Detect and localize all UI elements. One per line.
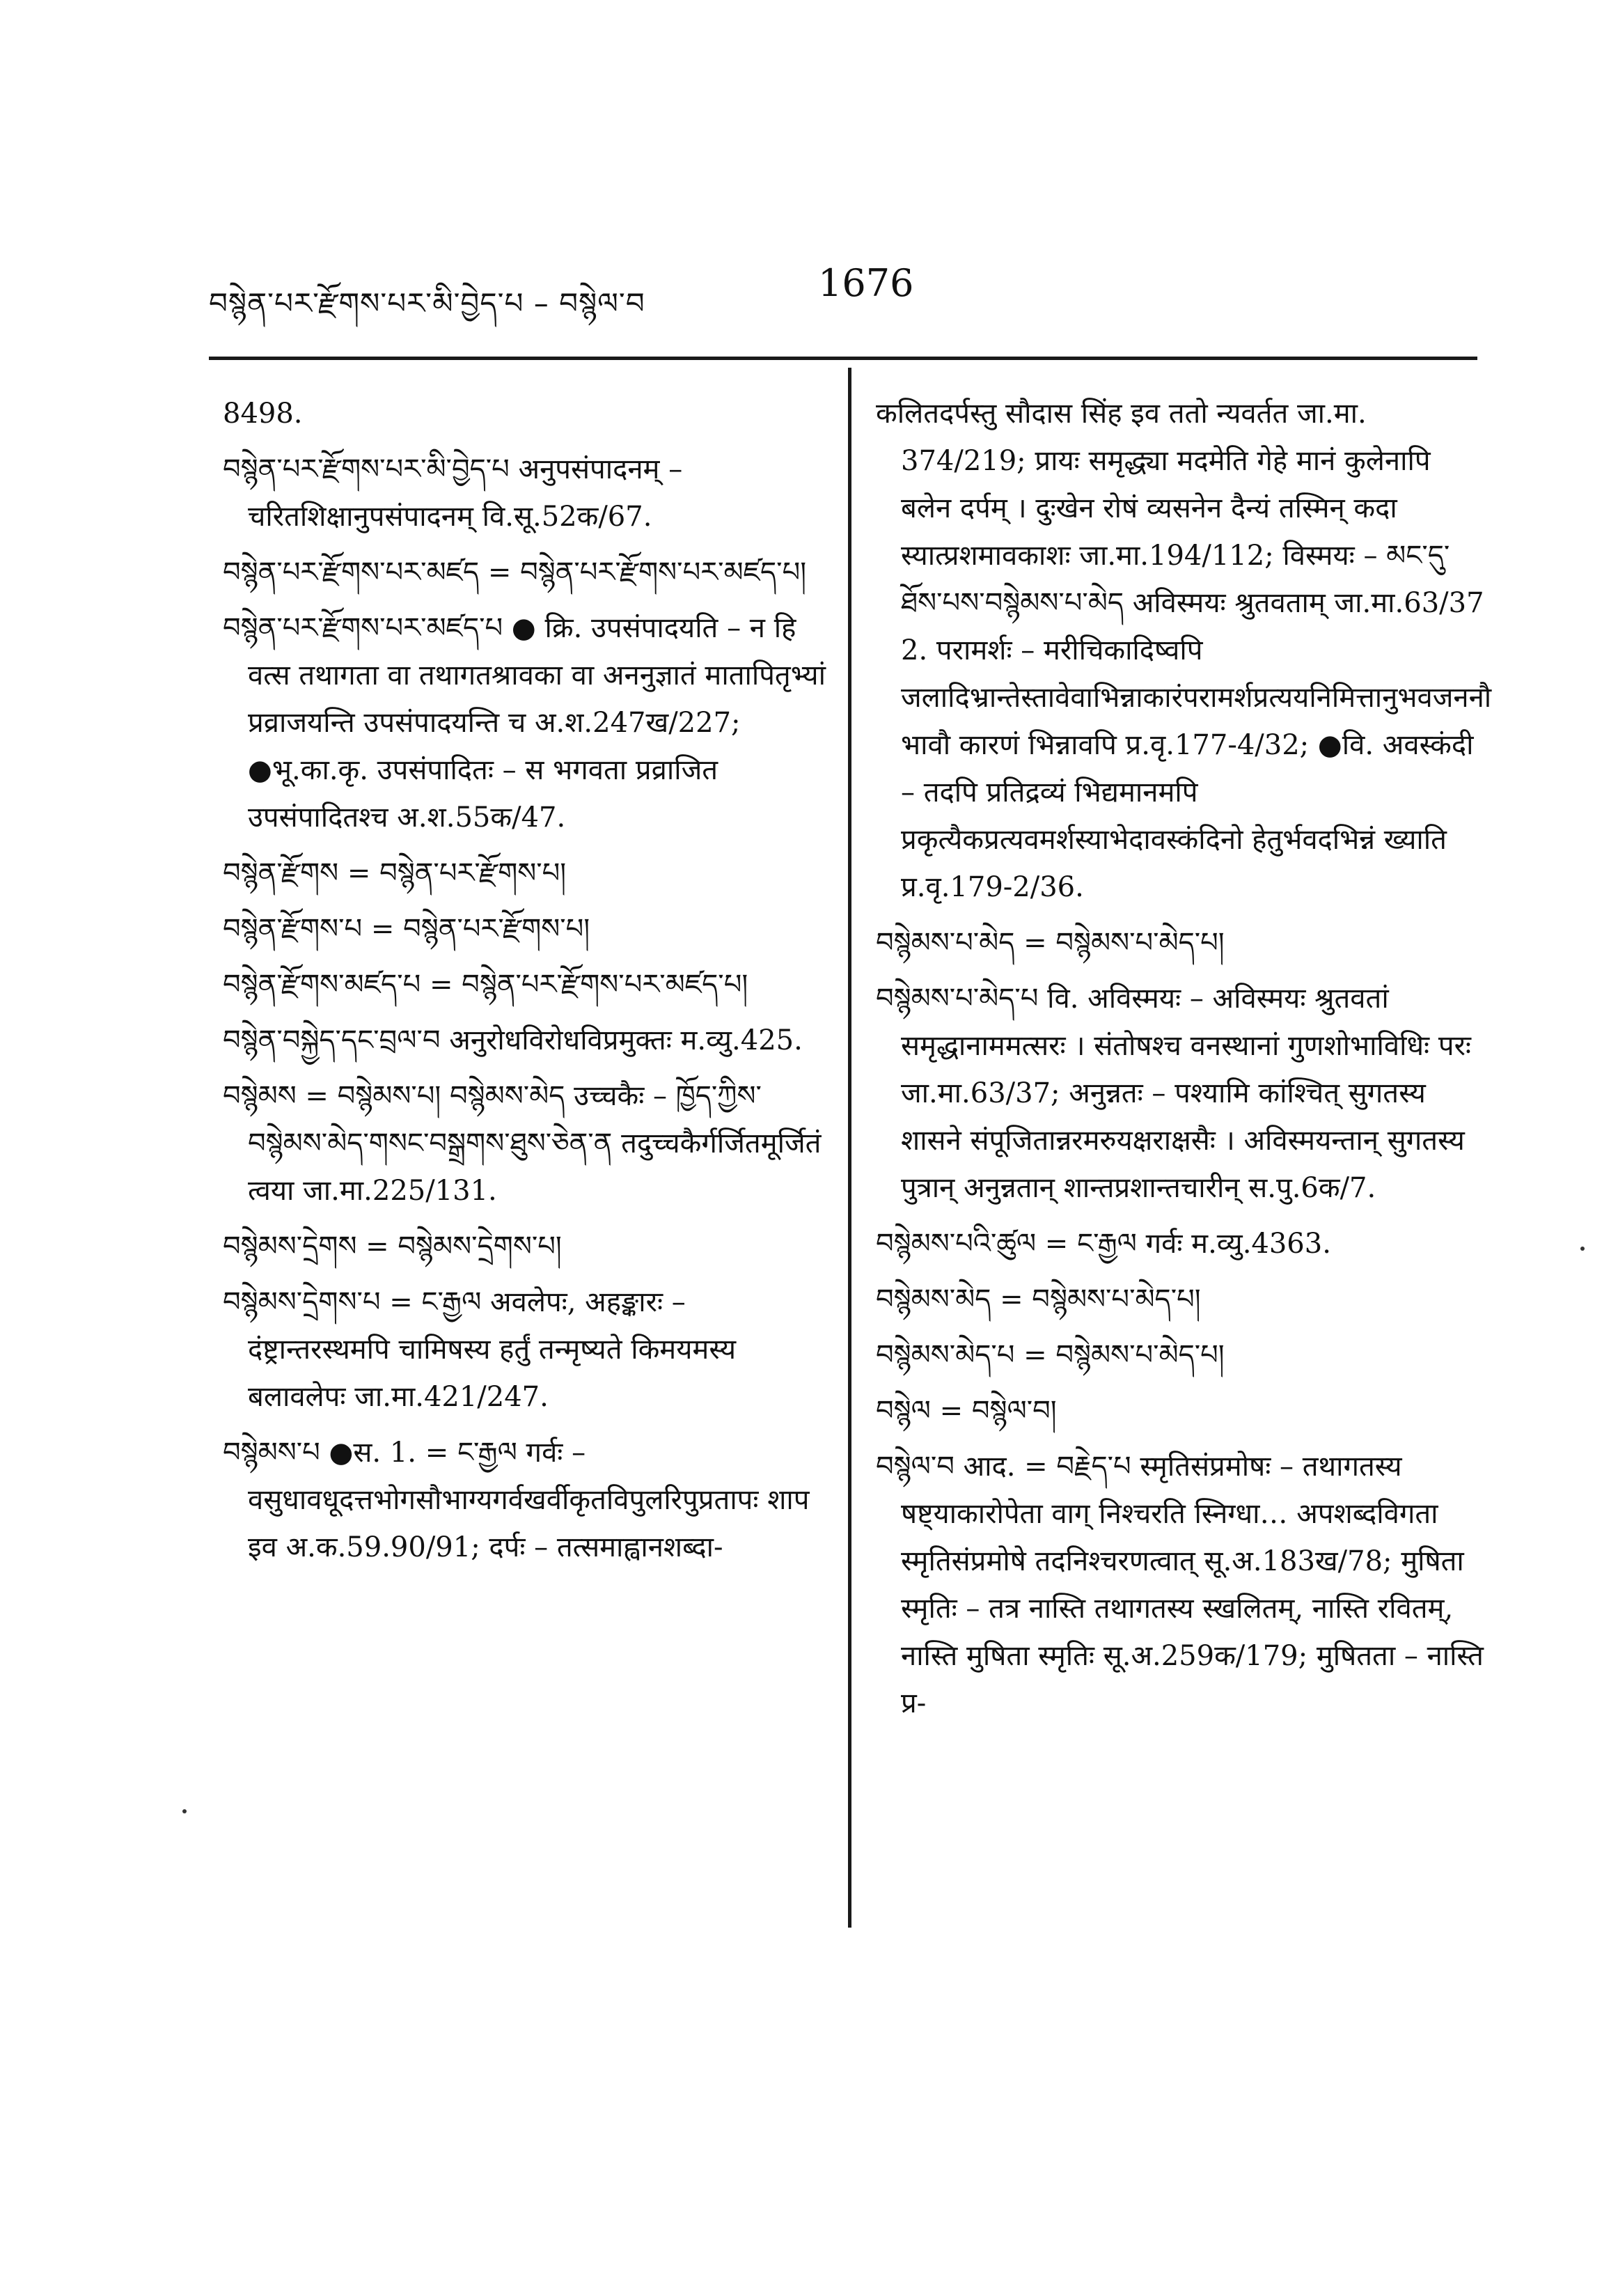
dictionary-entry: བསྙེན་བསྐྱེད་དང་བྲལ་བ अनुरोधविरोधविप्रमुक्तः म.व्यु.425.	[223, 1024, 803, 1056]
dictionary-entry: བསྙེམས་པ་མེད་པ वि. अविस्मयः – अविस्मयः श्रुतवतां समृद्धानाममत्सरः । संतोषश्च वनस्थानां गुणशोभाविधिः परः जा.मा.63/37; अनुन्नतः – पश्यामि कांश्चित् सुगतस्य शासने संपूजितान्नरमरुयक्षराक्षसैः । अविस्मयन्तान् सुगतस्य पुत्रान् अनुन्नतान् शान्तप्रशान्तचारीन् स.पु.6क/7.	[876, 983, 1472, 1204]
dictionary-entry: བསྙེན་རྫོགས = བསྙེན་པར་རྫོགས་པ།	[223, 857, 567, 889]
dictionary-entry: བསྙེལ = བསྙེལ་བ།	[876, 1395, 1057, 1427]
header-rule	[209, 357, 1477, 360]
right-column	[876, 390, 1492, 1735]
dictionary-entry: བསྙེམས་དྲེགས་པ = ང་རྒྱལ अवलेपः, अहङ्कारः – दंष्ट्रान्तरस्थमपि चामिषस्य हर्तुं तन्मृष्यते किमयमस्य बलावलेपः जा.मा.421/247.	[223, 1286, 737, 1413]
dictionary-entry: བསྙེམས་པའི་ཚུལ = ང་རྒྱལ गर्वः म.व्यु.4363.	[876, 1228, 1331, 1260]
dictionary-entry: བསྙེམས་མེད་པ = བསྙེམས་པ་མེད་པ།	[876, 1339, 1225, 1371]
column-divider	[848, 368, 851, 1928]
scan-speck	[1580, 1247, 1585, 1251]
dictionary-entry: कलितदर्पस्तु सौदास सिंह इव ततो न्यवर्तत जा.मा. 374/219; प्रायः समृद्ध्या मदमेति गेहे मानं कुलेनापि बलेन दर्पम् । दुःखेन रोषं व्यसनेन दैन्यं तस्मिन् कदा स्यात्प्रशमावकाशः जा.मा.194/112; विस्मयः – མང་དུ་ཐོས་པས་བསྙེམས་པ་མེད अविस्मयः श्रुतवताम् जा.मा.63/37 2. परामर्शः – मरीचिकादिष्वपि जलादिभ्रान्तेस्तावेवाभिन्नाकारंपरामर्शप्रत्ययनिमित्तानुभवजननौ भावौ कारणं भिन्नावपि प्र.वृ.177-4/32; ●वि. अवस्कंदी – तदपि प्रतिद्रव्यं भिद्यमानमपि प्रकृत्यैकप्रत्यवमर्शस्याभेदावस्कंदिनो हेतुर्भवदभिन्नं ख्याति प्र.वृ.179-2/36.	[876, 398, 1492, 903]
dictionary-entry: 8498.	[223, 398, 303, 430]
scan-speck	[182, 1809, 187, 1813]
left-column	[223, 390, 835, 1579]
dictionary-entry: བསྙེན་པར་རྫོགས་པར་མཛད = བསྙེན་པར་རྫོགས་པར་མཛད་པ།	[223, 556, 807, 588]
dictionary-entry: བསྙེལ་བ आद. = བརྗེད་པ स्मृतिसंप्रमोषः – तथागतस्य षष्ट्याकारोपेता वाग् निश्चरति स्निग्धा… अपशब्दविगता स्मृतिसंप्रमोषे तदनिश्चरणत्वात् सू.अ.183ख/78; मुषिता स्मृतिः – तत्र नास्ति तथागतस्य स्खलितम्, नास्ति रवितम्, नास्ति मुषिता स्मृतिः सू.अ.259क/179; मुषितता – नास्ति प्र-	[876, 1451, 1484, 1719]
dictionary-entry: བསྙེན་རྫོགས་མཛད་པ = བསྙེན་པར་རྫོགས་པར་མཛད་པ།	[223, 969, 748, 1001]
dictionary-entry: བསྙེམས་མེད = བསྙེམས་པ་མེད་པ།	[876, 1283, 1201, 1315]
dictionary-entry: བསྙེམས = བསྙེམས་པ། བསྙེམས་མེད उच्चकैः – ཁྱོད་ཀྱིས་བསྙེམས་མེད་གསང་བསྒྲགས་ཐུས་ཅེན་ན तदुच्चकैर्गर्जितमूर्जितं त्वया जा.मा.225/131.	[223, 1080, 822, 1207]
guide-words: བསྙེན་པར་རྫོགས་པར་མི་བྱེད་པ – བསྙེལ་བ	[209, 286, 645, 320]
dictionary-entry: བསྙེམས་པ ●स. 1. = ང་རྒྱལ गर्वः – वसुधावधूदत्तभोगसौभाग्यगर्वखर्वीकृतविपुलरिपुप्रतापः शाप इव अ.क.59.90/91; दर्पः – तत्समाह्वानशब्दा-	[223, 1437, 810, 1563]
dictionary-entry: བསྙེམས་པ་མེད = བསྙེམས་པ་མེད་པ།	[876, 927, 1225, 959]
dictionary-entry: བསྙེན་པར་རྫོགས་པར་མཛད་པ ● क्रि. उपसंपादयति – न हि वत्स तथागता वा तथागतश्रावका वा अननुज्ञातं मातापितृभ्यां प्रव्राजयन्ति उपसंपादयन्ति च अ.श.247ख/227; ●भू.का.कृ. उपसंपादितः – स भगवता प्रव्राजित उपसंपादितश्च अ.श.55क/47.	[223, 612, 826, 834]
dictionary-entry: བསྙེན་རྫོགས་པ = བསྙེན་པར་རྫོགས་པ།	[223, 913, 590, 945]
dictionary-entry: བསྙེན་པར་རྫོགས་པར་མི་བྱེད་པ अनुपसंपादनम् – चरितशिक्षानुपसंपादनम् वि.सू.52क/67.	[223, 453, 683, 533]
page-number: 1676	[818, 261, 914, 305]
dictionary-entry: བསྙེམས་དྲེགས = བསྙེམས་དྲེགས་པ།	[223, 1231, 562, 1263]
page-header	[209, 258, 1476, 327]
